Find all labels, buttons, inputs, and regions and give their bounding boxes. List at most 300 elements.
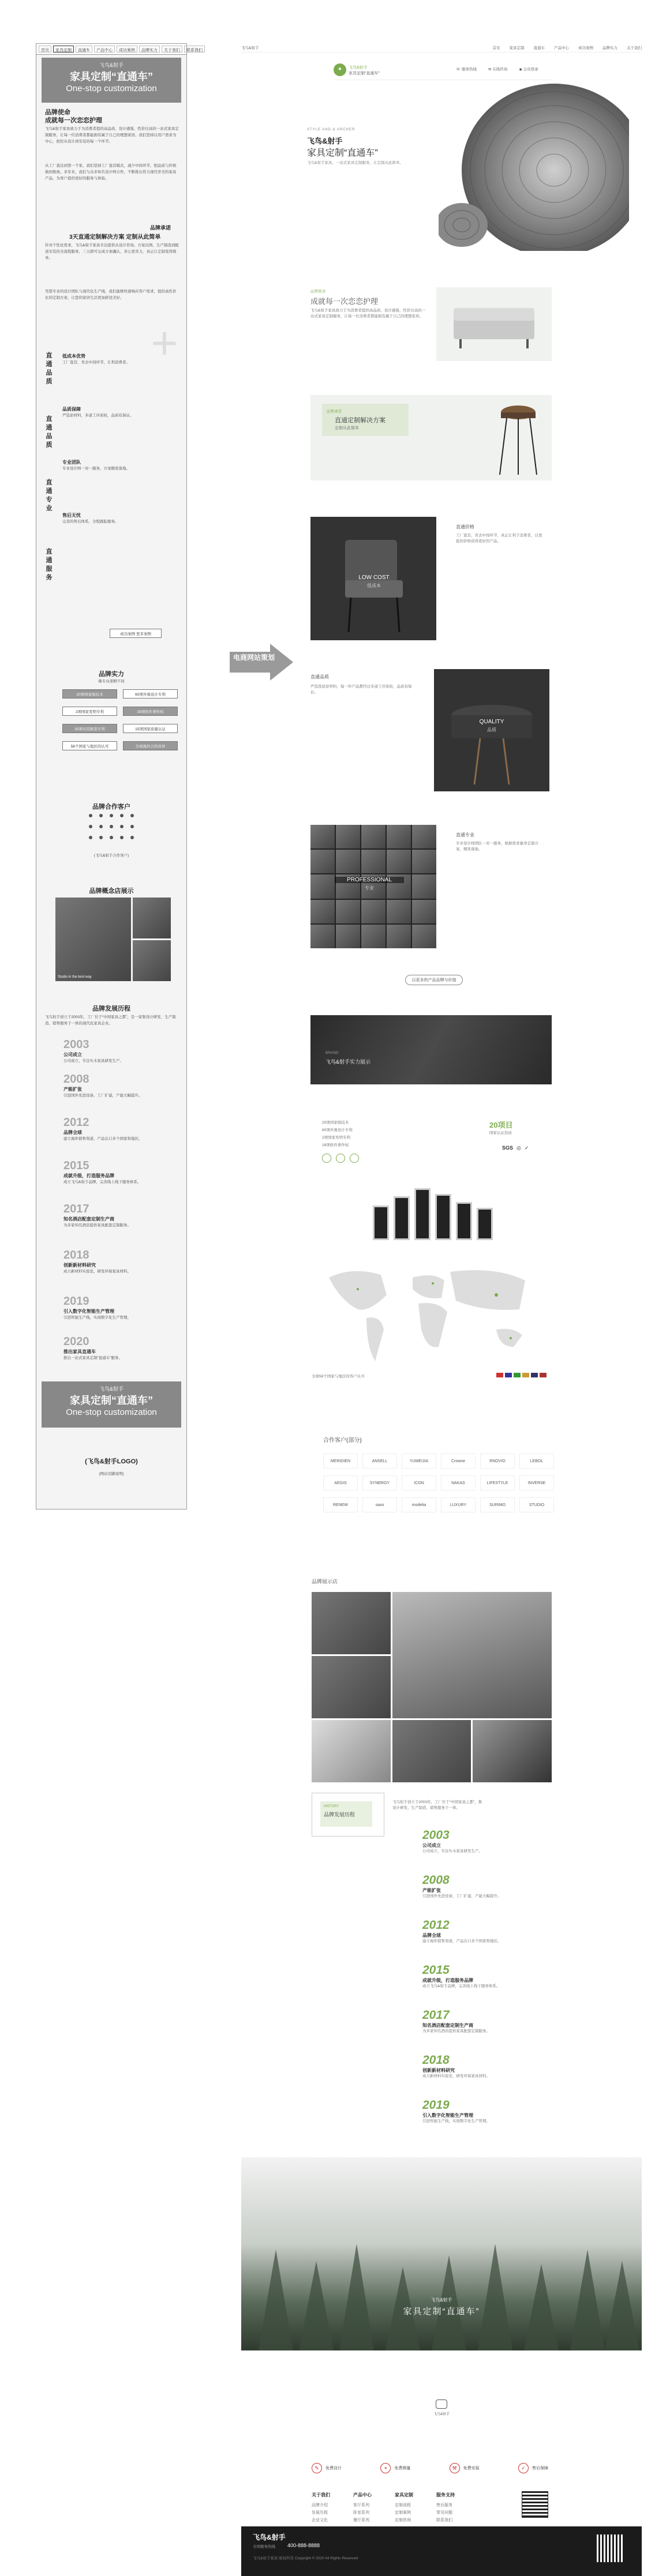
- topbar-link[interactable]: 品牌实力: [602, 46, 617, 50]
- strength-item: 2项国家发明专利: [322, 1136, 351, 1140]
- wire-year: 2018: [63, 1249, 89, 1261]
- wire-year-title: 成就升级，打造服务品牌: [63, 1173, 114, 1178]
- partner-logo: ICON: [402, 1475, 436, 1490]
- qr-code-icon: [522, 2492, 548, 2517]
- solution-title: 直通定制解决方案: [335, 417, 385, 424]
- wire-footer-sub: (网站页脚说明): [99, 1472, 124, 1476]
- lowcost-image: [310, 517, 436, 640]
- sofa-icon: [436, 287, 552, 361]
- partner-logo: LUXURY: [441, 1497, 476, 1512]
- service-label: 免费安装: [463, 2466, 480, 2470]
- wire-bullet-desc: 完善的售后体系，全程跟踪服务。: [62, 520, 119, 524]
- footer-col-title: 产品中心: [353, 2492, 372, 2498]
- history-year: 2015: [422, 1963, 450, 1977]
- footer-col: [395, 2492, 413, 2524]
- service-label: 免费测量: [394, 2466, 411, 2470]
- planning-label: 电商网站策划: [233, 654, 275, 662]
- wire-strength-box: 58个国家与地区的认可: [62, 741, 117, 750]
- history-year-title: 知名酒店配套定制生产商: [422, 2023, 473, 2028]
- brand-logo-icon[interactable]: ✦: [334, 63, 346, 76]
- wire-vert-label: 直通品质: [45, 352, 52, 386]
- wire-year-title: 知名酒店配套定制生产商: [63, 1216, 114, 1222]
- strength-list: [322, 1119, 426, 1149]
- wire-nav-item[interactable]: 首页: [39, 46, 51, 52]
- showroom-photo: [312, 1656, 391, 1718]
- wire-bullet-title: 售后无忧: [62, 513, 81, 518]
- partner-dot-icon: [99, 836, 103, 839]
- history-year: 2019: [422, 2098, 450, 2112]
- history-year-title: 创新新材料研究: [422, 2068, 455, 2073]
- footer-link[interactable]: 企业文化: [312, 2518, 328, 2522]
- partner-dot-icon: [110, 836, 113, 839]
- utility-links: [456, 66, 538, 72]
- brand-small: 飞鸟&射手: [349, 66, 368, 70]
- wire-solution-tag: 品牌承诺: [150, 225, 171, 231]
- utility-link-hotline[interactable]: ☏ 服务热线: [456, 67, 477, 72]
- wire-year: 2020: [63, 1335, 89, 1348]
- trophy-icon: [477, 1208, 493, 1240]
- footer-link[interactable]: 客厅系列: [353, 2503, 369, 2507]
- wire-solution-title: 3天直通定制解决方案 定制从此简单: [69, 234, 161, 241]
- wire-year-desc: 成立新材料实验室，研发环保家具材料。: [63, 1270, 131, 1274]
- wire-top-banner: [42, 58, 181, 103]
- mission-desc: 飞鸟&射手家具致力于为消费者提供高品质、设计感强、性价比高的一站式家具定制服务，让每一位消费者都能拥有属于自己的理想家居。: [310, 309, 426, 318]
- history-year-desc: 公司成立，专注实木家具研发生产。: [422, 1849, 482, 1853]
- footer-link[interactable]: 定制案例: [395, 2511, 411, 2515]
- team-photo: [361, 825, 385, 848]
- wire-strength-box: 18项软件著作权: [123, 707, 178, 716]
- footer-col-title: 服务支持: [436, 2492, 455, 2498]
- hotline-number[interactable]: 400-888-8888: [287, 2543, 320, 2548]
- topbar-link[interactable]: 首页: [492, 46, 500, 50]
- service-aftersale-icon: ✓: [518, 2463, 529, 2473]
- history-year-desc: 成立新材料实验室，研发环保家具材料。: [422, 2074, 490, 2078]
- hero-desc: 飞鸟&射手家具，一站式家具定制服务，让定制从此简单。: [307, 161, 403, 165]
- flag-icon: [496, 1373, 503, 1377]
- partner-dot-icon: [130, 814, 134, 817]
- wire-year-desc: 为多家知名酒店提供家具配套定制服务。: [63, 1223, 131, 1227]
- wire-showroom-photo: [55, 898, 131, 981]
- footer-logo-label: 飞鸟&射手: [433, 2413, 450, 2416]
- wire-mission-sub: 成就每一次恋恋护理: [45, 117, 102, 124]
- flag-icon: [531, 1373, 538, 1377]
- wire-year-desc: 公司成立，专注实木家具研发生产。: [63, 1059, 123, 1063]
- solution-tag: 品牌承诺: [327, 410, 342, 414]
- partner-logo: LEBOL: [519, 1454, 554, 1469]
- wire-solution-p2: 凭借专业的设计团队与现代化生产线，我们能够快速响应客户需求，提供高性价比的定制方案，让您的家居生活更加舒适美好。: [45, 290, 177, 300]
- partner-logo: INVERSE: [519, 1475, 554, 1490]
- partner-dot-icon: [120, 825, 123, 828]
- history-year: 2012: [422, 1918, 450, 1932]
- topbar-link[interactable]: 成功案例: [578, 46, 593, 50]
- partner-logo: LIFESTYLE: [480, 1475, 515, 1490]
- card-desc-quality: 严选优质原材料，每一件产品都经过多道工序质检，品质有保证。: [310, 685, 412, 694]
- hero-sub: 家具定制“直通车”: [307, 148, 378, 158]
- partner-dot-icon: [130, 836, 134, 839]
- wire-bottom-banner: [42, 1381, 181, 1428]
- history-year-title: 成就升级，打造服务品牌: [422, 1978, 473, 1983]
- history-year: 2003: [422, 1828, 450, 1842]
- team-photo: [336, 825, 360, 848]
- wire-bullet-desc: 严选原材料，多道工序质检，品质有保证。: [62, 414, 134, 418]
- footer-col: [312, 2492, 330, 2524]
- wire-banner-en: One-stop customization: [66, 84, 157, 93]
- copyright: 飞鸟&射手家具 版权所有 Copyright © 2020 All Rights Reserved: [253, 2556, 358, 2560]
- hero-title: 飞鸟&射手: [307, 137, 343, 145]
- utility-link-login[interactable]: ◉ 会员登录: [519, 67, 538, 72]
- trophy-row: [352, 1182, 514, 1240]
- wire-strength-box: 60项外观设计专利: [123, 689, 178, 699]
- wire-year: 2017: [63, 1203, 89, 1215]
- showroom-photo: [312, 1720, 391, 1782]
- wire-history-intro: 飞鸟射手创立于2003年，工厂位于“中国家具之都”，是一家集设计研发、生产制造、销售服务于一体的现代化家具企业。: [45, 1015, 176, 1026]
- wire-year-desc: 建立海外销售渠道，产品出口多个国家和地区。: [63, 1137, 143, 1141]
- team-photo: [412, 900, 436, 923]
- mission-title: 成就每一次恋恋护理: [310, 297, 379, 306]
- service-design-icon: ✎: [312, 2463, 322, 2473]
- wire-mission-p2: 从工厂直达到第一个家，我们坚持工厂直营模式，减少中间环节，把品质与价格做到极致。多年来，我们与众多知名设计师合作，不断推出符合现代审美的家具产品，为客户提供更好的服务与体验。: [45, 164, 177, 181]
- footer-bottom-bar: [241, 2526, 642, 2576]
- wire-nav-item[interactable]: 直通车: [76, 46, 92, 52]
- card-desc-professional: 专业设计师团队一对一服务，根据需求量身定制方案，精准落地。: [456, 842, 538, 851]
- hotline-label: 全国服务热线: [253, 2545, 275, 2549]
- history-year: 2008: [422, 1873, 450, 1887]
- footer-link[interactable]: 餐厅系列: [353, 2518, 369, 2522]
- team-photo: [387, 825, 411, 848]
- showroom-title: 品牌展示店: [312, 1579, 338, 1584]
- partner-logo: STUDIO: [519, 1497, 554, 1512]
- wire-bullet-title: 品质保障: [62, 407, 81, 412]
- wire-year-desc: 引进智能生产线，实现数字化生产管理。: [63, 1316, 131, 1320]
- hero-wood-slice-image: [439, 84, 629, 251]
- partner-logo: SURIMO: [480, 1497, 515, 1512]
- partners-title: 合作客户(部分): [323, 1437, 362, 1444]
- partner-logo: MERIDIEN: [323, 1454, 358, 1469]
- world-map-image: [312, 1255, 548, 1370]
- strength-number: 20项目: [489, 1121, 513, 1129]
- history-year-desc: 成立飞鸟&射手品牌，完善线上线下服务体系。: [422, 1984, 500, 1988]
- partner-logo: YUMEIJIA: [402, 1454, 436, 1469]
- wire-year-desc: 引进国外先进设备，工厂扩建，产能大幅提升。: [63, 1094, 143, 1098]
- wire-strength-sub: 佛专业深耕不同: [98, 679, 125, 684]
- showroom-gallery: [312, 1592, 552, 1782]
- partner-logo: RNOVIO: [480, 1454, 515, 1469]
- wire-year-title: 品牌全球: [63, 1130, 82, 1135]
- wire-bullet-title: 低成本优势: [62, 354, 85, 359]
- team-photo: [310, 850, 335, 873]
- wire-year: 2019: [63, 1295, 89, 1308]
- wire-footer-logo: (飞鸟&射手LOGO): [85, 1458, 138, 1465]
- footer-link[interactable]: 品牌介绍: [312, 2503, 328, 2507]
- wire-banner-small: 飞鸟&射手: [99, 1386, 123, 1392]
- history-year-title: 公司成立: [422, 1843, 441, 1848]
- history-year: 2018: [422, 2053, 450, 2067]
- strength-item: 20项国家级技术: [322, 1121, 349, 1125]
- quality-badge-cn: 品质: [487, 727, 496, 733]
- partner-dot-icon: [110, 825, 113, 828]
- history-year-desc: 引进国外先进设备，工厂扩建，产能大幅提升。: [422, 1894, 501, 1898]
- strength-number-label: 国家认证资质: [489, 1131, 512, 1135]
- team-photo: [361, 925, 385, 948]
- lowcost-badge-cn: 低成本: [367, 583, 381, 588]
- flag-icon: [505, 1373, 512, 1377]
- history-card-tag: HISTORY: [324, 1805, 339, 1808]
- professional-badge-en: PROFESSIONAL: [335, 877, 404, 883]
- forest-brand-big: 家具定制“直通车”: [403, 2307, 480, 2316]
- hero-pre: STYLE AND & ARCHER: [307, 128, 355, 132]
- mission-tag: 品牌使命: [310, 290, 325, 294]
- team-photo: [361, 850, 385, 873]
- wire-nav-item[interactable]: 家具定制: [53, 46, 74, 52]
- award-badge-icon: [336, 1154, 345, 1163]
- wire-mission-p1: 飞鸟&射手家具致力于为消费者提供高品质、设计感强、性价比高的一站式家具定制服务，让每一位消费者都能拥有属于自己的理想家居。我们坚持以用户需求为中心，把控从设计到安装的每一个环节。: [45, 127, 179, 144]
- partner-dot-icon: [110, 814, 113, 817]
- wire-showroom-photo: [133, 940, 171, 981]
- partner-logo: saxo: [362, 1497, 397, 1512]
- flag-icon: [540, 1373, 547, 1377]
- history-intro: 飞鸟射手创立于2003年，工厂位于“中国家具之都”，集设计研发、生产制造、销售服务于一体。: [392, 1800, 482, 1810]
- wire-banner-big: 家具定制“直通车”: [70, 1395, 153, 1406]
- showroom-photo: [312, 1592, 391, 1654]
- utility-link-consult[interactable]: ✉ 在线咨询: [488, 67, 508, 72]
- partner-dot-icon: [89, 836, 92, 839]
- map-caption: 全球58个国家与地区的客户认可: [312, 1375, 365, 1379]
- card-desc-lowcost: 工厂直营，省去中间环节，真正让利于消费者，以更低的价格获得更好的产品。: [456, 534, 542, 543]
- wire-banner-big: 家具定制“直通车”: [70, 71, 153, 82]
- history-year-desc: 引进智能生产线，实现数字化生产管理。: [422, 2119, 490, 2123]
- utility-label: 服务热线: [461, 67, 477, 72]
- footer-col-title: 家具定制: [395, 2492, 413, 2498]
- trophy-icon: [456, 1202, 472, 1240]
- wire-more-button[interactable]: 成功案例 更多案例: [110, 629, 162, 638]
- team-photo: [336, 900, 360, 923]
- wire-timeline: [63, 1038, 179, 1370]
- solution-stool-image: [495, 401, 541, 477]
- partner-dot-icon: [99, 825, 103, 828]
- wire-partners-title: 品牌合作客户: [92, 803, 130, 810]
- history-card: [312, 1793, 384, 1837]
- cert-logo-icon: ✓: [524, 1145, 529, 1151]
- showroom-photo: [392, 1592, 552, 1718]
- wire-bullet-list: [62, 353, 181, 525]
- wire-year: 2015: [63, 1159, 89, 1172]
- strength-banner-cn: 飞鸟&射手实力展示: [325, 1059, 371, 1065]
- team-photo: [310, 900, 335, 923]
- strength-banner-en: BRAND: [325, 1051, 339, 1055]
- wireframe-nav: [36, 43, 203, 55]
- wire-year-title: 创新新材料研究: [63, 1263, 96, 1268]
- topbar-brand[interactable]: 飞鸟&射手: [241, 46, 259, 50]
- team-photo: [387, 925, 411, 948]
- wire-bullet-desc: 专业设计师一对一服务，方案精准落地。: [62, 467, 130, 471]
- wire-strength-box: 30项实用新型专利: [62, 724, 117, 733]
- wire-showroom-title: 品牌概念店展示: [89, 888, 134, 895]
- wire-year: 2003: [63, 1038, 89, 1051]
- footer-link[interactable]: 卧室系列: [353, 2511, 369, 2515]
- wire-bullet-desc: 工厂直营，省去中间环节，让利消费者。: [62, 361, 130, 365]
- wire-strength-grid: [62, 689, 178, 750]
- planning-arrow-icon: [230, 644, 293, 681]
- wire-partner-dots: [46, 813, 177, 840]
- flag-icon: [522, 1373, 529, 1377]
- award-badge-icon: [350, 1154, 359, 1163]
- card-tag-professional: 直通专业: [456, 832, 474, 838]
- wire-year: 2012: [63, 1116, 89, 1129]
- quality-badge-en: QUALITY: [479, 719, 504, 725]
- wire-history-title: 品牌发展历程: [92, 1005, 130, 1012]
- wire-year-desc: 推出一站式家具定制“直通车”服务。: [63, 1356, 122, 1360]
- partner-dot-icon: [120, 814, 123, 817]
- footer-link[interactable]: 常见问题: [436, 2511, 452, 2515]
- strength-item: 60项外观设计专利: [322, 1128, 353, 1132]
- footer-col-title: 关于我们: [312, 2492, 330, 2498]
- history-year: 2017: [422, 2008, 450, 2022]
- wire-mission-title: 品牌使命: [45, 109, 70, 116]
- wire-year: 2008: [63, 1073, 89, 1086]
- wire-year-title: 引入数字化智能生产管理: [63, 1309, 114, 1314]
- service-label: 售后保障: [532, 2466, 548, 2470]
- history-year-title: 产能扩张: [422, 1888, 441, 1893]
- showroom-photo: [473, 1720, 552, 1782]
- history-year-title: 品牌全球: [422, 1933, 441, 1938]
- footer-link[interactable]: 联系我们: [436, 2518, 452, 2522]
- topbar-link[interactable]: 家具定制: [509, 46, 525, 50]
- wire-vert-label: 直通品质: [45, 415, 52, 450]
- trophy-icon: [373, 1206, 389, 1240]
- footer-services: [312, 2463, 548, 2473]
- wire-showroom-gallery: [55, 898, 171, 981]
- trophy-icon: [435, 1194, 451, 1240]
- trophy-icon: [394, 1196, 410, 1240]
- history-timeline: [422, 1828, 549, 2143]
- team-photo: [310, 825, 335, 848]
- card-tag-lowcost: 直通价格: [456, 524, 474, 530]
- service-measure-icon: ⌖: [380, 2463, 391, 2473]
- history-card-inner: [320, 1801, 372, 1827]
- utility-label: 会员登录: [523, 67, 538, 72]
- team-photo: [336, 850, 360, 873]
- utility-label: 在线咨询: [492, 67, 508, 72]
- award-badge-icon: [322, 1154, 331, 1163]
- trophy-icon: [414, 1188, 431, 1240]
- quality-image: [434, 669, 549, 791]
- footer-col: [353, 2492, 372, 2524]
- service-label: 免费设计: [325, 2466, 342, 2470]
- forest-brand-small: 飞鸟&射手: [431, 2297, 452, 2303]
- wire-vert-label: 直通专业: [45, 479, 52, 513]
- wire-nav-item[interactable]: 产品中心: [94, 46, 115, 52]
- partner-dot-icon: [130, 825, 134, 828]
- partner-logo: Crowne: [441, 1454, 476, 1469]
- wire-year-title: 推出家具直通车: [63, 1349, 96, 1354]
- footer-bar-brand: 飞鸟&射手: [253, 2533, 286, 2541]
- partner-dot-icon: [120, 836, 123, 839]
- footer-link[interactable]: 定制咨询: [395, 2518, 411, 2522]
- history-year-desc: 建立海外销售渠道，产品出口多个国家和地区。: [422, 1939, 501, 1943]
- history-year-title: 引入数字化智能生产管理: [422, 2113, 473, 2118]
- qr-code-icon: [597, 2534, 624, 2562]
- partner-logo: NAKAS: [441, 1475, 476, 1490]
- wire-plus-decor-icon: +: [151, 317, 178, 369]
- wire-nav-item[interactable]: 品牌实力: [139, 46, 160, 52]
- wire-banner-small: 飞鸟&射手: [99, 62, 123, 68]
- wire-nav-item[interactable]: 联系我们: [184, 46, 205, 52]
- partner-dot-icon: [99, 814, 103, 817]
- wire-strength-box: 2项国家发明专利: [62, 707, 117, 716]
- team-photo: [412, 825, 436, 848]
- partner-logo: modelia: [402, 1497, 436, 1512]
- topbar-link[interactable]: 关于我们: [627, 46, 642, 50]
- partner-dot-icon: [89, 825, 92, 828]
- wire-nav-item[interactable]: 关于我们: [162, 46, 182, 52]
- team-photo: [310, 874, 335, 898]
- wire-vert-label: 直通服务: [45, 548, 52, 583]
- wire-year-title: 公司成立: [63, 1052, 82, 1057]
- solution-sub: 定制从此简单: [335, 426, 359, 430]
- wire-partners-sub: (飞鸟&射手合作客户): [93, 854, 129, 858]
- wire-bullet-title: 专业团队: [62, 460, 81, 465]
- footer-logo-icon[interactable]: [436, 2399, 447, 2409]
- wire-strength-box: 全球海外合作伙伴: [123, 741, 178, 750]
- team-photo: [361, 900, 385, 923]
- footer-link[interactable]: 发展历程: [312, 2511, 328, 2515]
- partner-logo-grid: [323, 1454, 554, 1512]
- partner-dot-icon: [89, 814, 92, 817]
- showroom-photo: [392, 1720, 471, 1782]
- strength-banner: [310, 1015, 552, 1084]
- wire-strength-box: 15项国家质量认证: [123, 724, 178, 733]
- mission-sofa-image: [436, 287, 552, 361]
- professional-badge-cn: 专业: [365, 885, 374, 891]
- flag-icon: [514, 1373, 521, 1377]
- wire-banner-en: One-stop customization: [66, 1407, 157, 1417]
- history-card-title: 品牌发展历程: [324, 1812, 355, 1818]
- card-tag-quality: 直通品质: [310, 674, 329, 679]
- footer-columns: [312, 2492, 548, 2524]
- footer-link[interactable]: 售后服务: [436, 2503, 452, 2507]
- wire-year-title: 产能扩张: [63, 1087, 82, 1092]
- topbar-link[interactable]: 产品中心: [554, 46, 569, 50]
- more-brand-button[interactable]: 以更多的产品品牌与价值: [405, 975, 463, 985]
- service-install-icon: ⚒: [450, 2463, 460, 2473]
- team-photo: [387, 900, 411, 923]
- wire-nav-item[interactable]: 成功案例: [117, 46, 137, 52]
- forest-banner: [241, 2157, 642, 2350]
- topbar-link[interactable]: 直通车: [533, 46, 545, 50]
- wire-showroom-caption: Studio in the best way: [58, 975, 92, 979]
- team-photo: [412, 874, 436, 898]
- wire-strength-title: 品牌实力: [99, 671, 124, 678]
- forest-trees-image: [241, 2157, 642, 2350]
- team-photo: [387, 850, 411, 873]
- brand-tag: 家具定制“直通车”: [349, 72, 380, 76]
- partner-logo: ANSELL: [362, 1454, 397, 1469]
- cert-logo-icon: ◎: [516, 1145, 521, 1151]
- lowcost-badge-en: LOW COST: [358, 574, 390, 581]
- partner-logo: RENEW: [323, 1497, 358, 1512]
- footer-col: [436, 2492, 455, 2524]
- partner-logo: AEGIS: [323, 1475, 358, 1490]
- team-photo: [310, 925, 335, 948]
- wire-strength-box: 20项国家级技术: [62, 689, 117, 699]
- partner-logo: SYNERGY: [362, 1475, 397, 1490]
- strength-item: 18项软件著作权: [322, 1143, 349, 1147]
- wire-year-desc: 成立飞鸟&射手品牌，完善线上线下服务体系。: [63, 1180, 141, 1184]
- footer-link[interactable]: 定制流程: [395, 2503, 411, 2507]
- wire-showroom-photo: [133, 898, 171, 938]
- award-badges: [322, 1154, 359, 1163]
- history-year-desc: 为多家知名酒店提供家具配套定制服务。: [422, 2029, 490, 2033]
